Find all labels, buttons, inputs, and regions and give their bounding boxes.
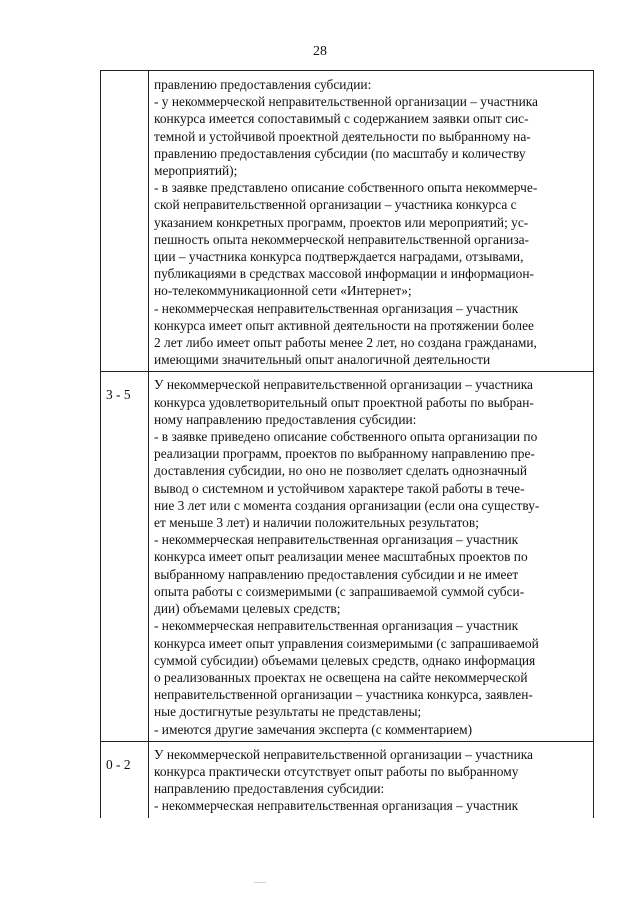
description-line: ции – участника конкурса подтверждается наградами, отзывами,	[154, 249, 524, 265]
description-line: У некоммерческой неправительственной организации – участника	[154, 377, 533, 393]
description-line: конкурса имеется сопоставимый с содержанием заявки опыт сис-	[154, 111, 529, 127]
description-line: ному направлению предоставления субсидии:	[154, 411, 417, 427]
criteria-row	[101, 741, 594, 817]
description-line: - в заявке приведено описание собственного опыта организации по	[154, 429, 538, 445]
description-line: ные достигнутые результаты не представлены;	[154, 704, 422, 720]
description-line: публикациями в средствах массовой информации и информацион-	[154, 266, 534, 282]
description-line: конкурса имеет опыт управления соизмеримыми (с запрашиваемой	[154, 635, 539, 651]
scan-mark	[254, 882, 266, 883]
description-cell	[149, 741, 594, 817]
description-line: доставления субсидии, но оно не позволяет сделать однозначный	[154, 463, 528, 479]
description-line: - некоммерческая неправительственная организация – участник	[154, 798, 519, 814]
description-line: направлению предоставления субсидии:	[154, 781, 385, 797]
description-line: - некоммерческая неправительственная организация – участник	[154, 532, 519, 548]
description-line: опыта работы с соизмеримыми (с запрашиваемой суммой субси-	[154, 583, 525, 599]
description-line: - у некоммерческой неправительственной организации – участника	[154, 94, 539, 110]
description-line: реализации программ, проектов по выбранному направлению пре-	[154, 446, 535, 462]
description-line: выбранному направлению предоставления субсидии и не имеет	[154, 566, 519, 582]
description-cell	[149, 372, 594, 741]
criteria-row	[101, 71, 594, 372]
page-number: 28	[313, 44, 327, 59]
criteria-table	[100, 70, 594, 818]
description-line: конкурса удовлетворительный опыт проектной работы по выбран-	[154, 394, 534, 410]
description-line: правлению предоставления субсидии:	[154, 77, 372, 92]
score-cell: 0 - 2	[101, 741, 149, 817]
description-line: суммой субсидии) объемами целевых средств, однако информация	[154, 652, 536, 668]
description-line: - некоммерческая неправительственная организация – участник	[154, 300, 519, 316]
description-line: - в заявке представлено описание собственного опыта некоммерче-	[154, 180, 538, 196]
description-line: У некоммерческой неправительственной организации – участника	[154, 746, 533, 762]
description-line: ской неправительственной организации – участника конкурса с	[154, 197, 517, 213]
description-line: ет меньше 3 лет) и наличии положительных результатов;	[154, 515, 479, 531]
description-line: указанием конкретных программ, проектов или мероприятий; ус-	[154, 214, 529, 230]
description-line: - имеются другие замечания эксперта (с комментарием)	[154, 721, 473, 737]
description-line: правлению предоставления субсидии (по масштабу и количеству	[154, 145, 526, 161]
description-line: дии) объемами целевых средств;	[154, 601, 341, 617]
description-line: мероприятий);	[154, 163, 238, 179]
criteria-table-body	[101, 71, 594, 818]
criteria-row	[101, 372, 594, 741]
description-line: пешность опыта некоммерческой неправительственной организа-	[154, 231, 530, 247]
description-line: ние 3 лет или с момента создания организации (если она существу-	[154, 497, 540, 513]
description-line: конкурса практически отсутствует опыт работы по выбранному	[154, 763, 519, 779]
description-line: конкурса имеет опыт реализации менее масштабных проектов по	[154, 549, 528, 565]
description-line: о реализованных проектах не освещена на сайте некоммерческой	[154, 669, 528, 685]
description-line: имеющими значительный опыт аналогичной деятельности	[154, 352, 491, 368]
description-line: неправительственной организации – участника конкурса, заявлен-	[154, 687, 533, 703]
description-line: 2 лет либо имеет опыт работы менее 2 лет, но создана гражданами,	[154, 335, 537, 351]
description-line: но-телекоммуникационной сети «Интернет»;	[154, 283, 412, 299]
score-cell	[101, 71, 149, 372]
description-line: вывод о системном и устойчивом характере такой работы в тече-	[154, 480, 525, 496]
description-line: - некоммерческая неправительственная организация – участник	[154, 618, 519, 634]
description-line: конкурса имеет опыт активной деятельности на протяжении более	[154, 317, 535, 333]
score-cell: 3 - 5	[101, 372, 149, 741]
description-line: темной и устойчивой проектной деятельности по выбранному на-	[154, 128, 531, 144]
description-cell	[149, 71, 594, 372]
